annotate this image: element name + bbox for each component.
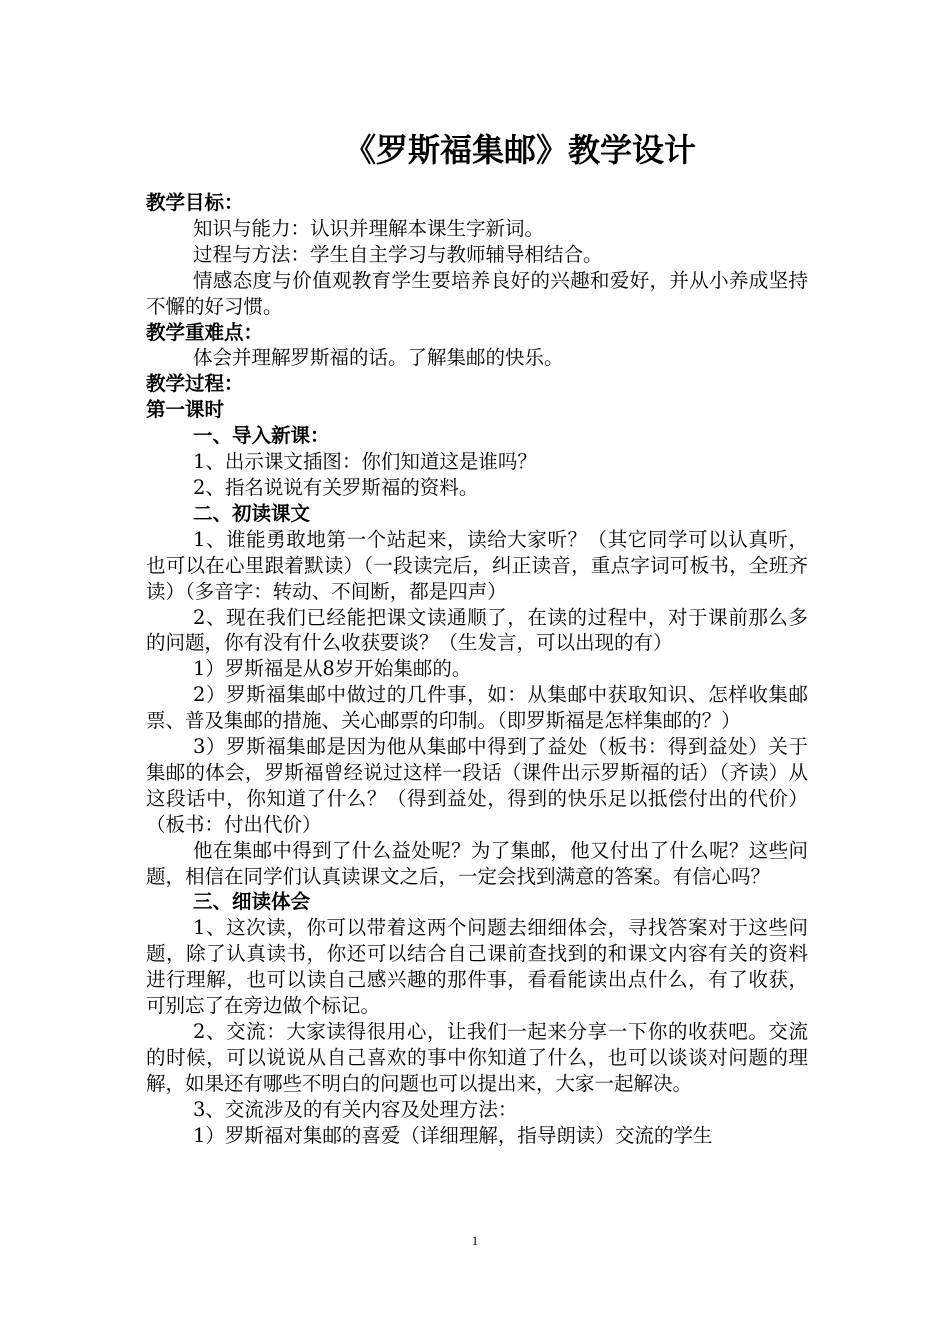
section-heading: 教学重难点：	[146, 320, 264, 344]
document-title: 《罗斯福集邮》教学设计	[343, 131, 696, 169]
subsection-heading: 三、细读体会	[193, 890, 311, 914]
body-paragraph: 过程与方法：学生自主学习与教师辅导相结合。	[193, 242, 603, 266]
body-paragraph: 2）罗斯福集邮中做过的几件事，如：从集邮中获取知识、怎样收集邮票、普及集邮的措施、关心邮票的印制。（即罗斯福是怎样集邮的？）	[146, 683, 808, 733]
body-paragraph: 情感态度与价值观教育学生要培养良好的兴趣和爱好，并从小养成坚持不懈的好习惯。	[146, 268, 808, 318]
body-paragraph: 体会并理解罗斯福的话。了解集邮的快乐。	[193, 346, 564, 370]
body-paragraph: 3）罗斯福集邮是因为他从集邮中得到了益处（板书：得到益处）关于集邮的体会，罗斯福曾经说过这样一段话（课件出示罗斯福的话）（齐读）从这段话中，你知道了什么？（得到益处，得到的快乐足以抵偿付出的代价）（板书：付出代价）	[146, 735, 808, 836]
body-paragraph: 2、现在我们已经能把课文读通顺了，在读的过程中，对于课前那么多的问题，你有没有什么收获要谈？（生发言，可以出现的有）	[146, 605, 808, 655]
body-paragraph: 知识与能力：认识并理解本课生字新词。	[193, 216, 545, 240]
body-paragraph: 2、指名说说有关罗斯福的资料。	[193, 475, 479, 499]
body-paragraph: 2、交流：大家读得很用心，让我们一起来分享一下你的收获吧。交流的时候，可以说说从自己喜欢的事中你知道了什么，也可以谈谈对问题的理解，如果还有哪些不明白的问题也可以提出来，大家一起解决。	[146, 1020, 808, 1095]
subsection-heading: 一、导入新课：	[193, 424, 330, 448]
page-number: 1	[471, 1233, 479, 1248]
section-heading: 教学过程：	[146, 372, 244, 396]
section-heading: 第一课时	[146, 398, 225, 422]
subsection-heading: 二、初读课文	[193, 501, 311, 525]
body-paragraph: 1、出示课文插图：你们知道这是谁吗？	[193, 450, 537, 474]
body-paragraph: 他在集邮中得到了什么益处呢？为了集邮，他又付出了什么呢？这些问题，相信在同学们认真读课文之后，一定会找到满意的答案。有信心吗？	[146, 838, 808, 888]
body-paragraph: 3、交流涉及的有关内容及处理方法：	[193, 1097, 518, 1121]
document-body	[146, 190, 808, 1149]
body-paragraph: 1）罗斯福对集邮的喜爱（详细理解，指导朗读）交流的学生	[193, 1123, 713, 1147]
section-heading: 教学目标：	[146, 191, 244, 214]
body-paragraph: 1）罗斯福是从8岁开始集邮的。	[193, 657, 472, 681]
body-paragraph: 1、谁能勇敢地第一个站起来，读给大家听？（其它同学可以认真听，也可以在心里跟着默读）（一段读完后，纠正读音，重点字词可板书，全班齐读）（多音字：转动、不间断，都是四声）	[146, 527, 808, 603]
body-paragraph: 1、这次读，你可以带着这两个问题去细细体会，寻找答案对于这些问题，除了认真读书，你还可以结合自己课前查找到的和课文内容有关的资料进行理解，也可以读自己感兴趣的那件事，看看能读出点什么，有了收获，可别忘了在旁边做个标记。	[146, 916, 808, 1018]
